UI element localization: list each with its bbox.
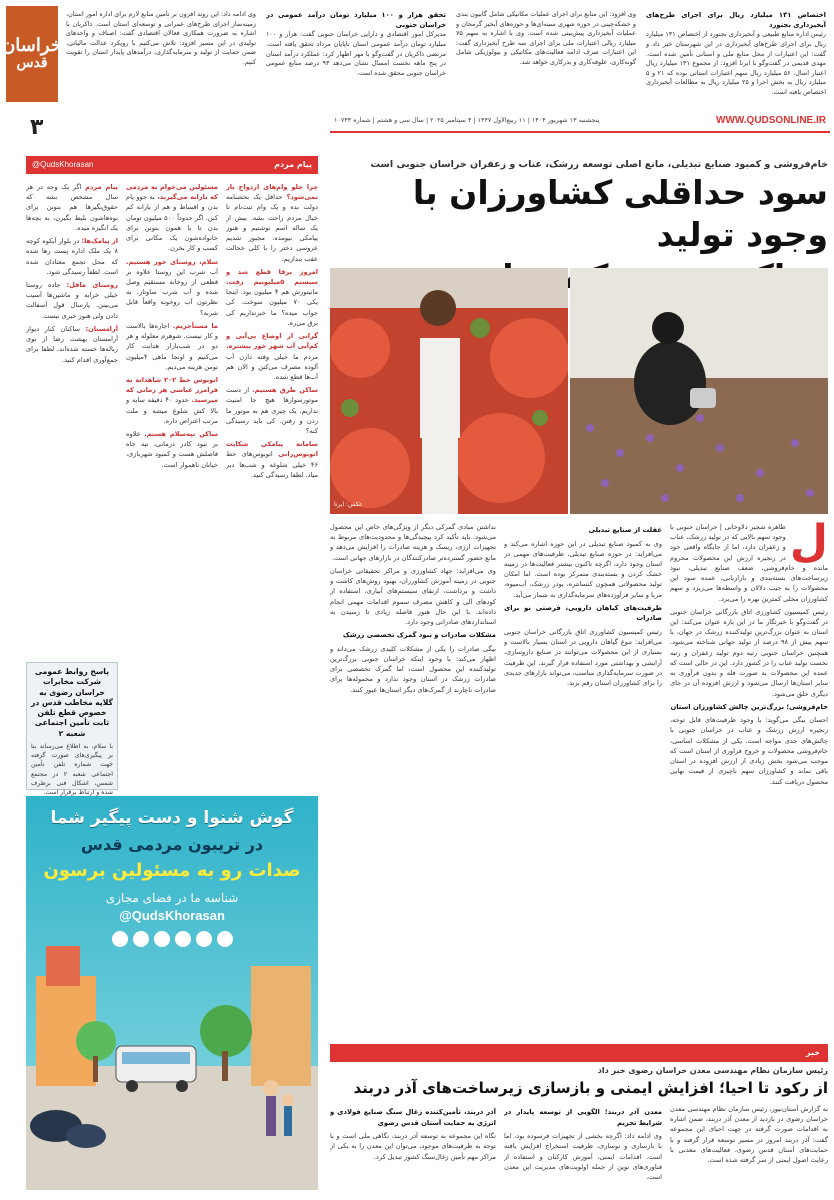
article-kicker: خام‌فروشی و کمبود صنایع تبدیلی، مانع اصلی توسعه زرشک، عناب و زعفران خراسان جنوبی است — [370, 159, 828, 170]
top-news-body: مدیرکل امور اقتصادی و دارایی خراسان جنوبی گفت: هزار و ۱۰۰ میلیارد تومان درآمد عمومی استان تاپایان مرداد تحقق یافته است. مرتضی ذاکریان در گفت‌وگو با مهر اظهار کرد: عملکرد درآمد استان در پنج ماهه نخست امسال نشان می‌دهد ۹۳ درصد منابع عمومی خراسان جنوبی محقق شده است. — [266, 30, 446, 77]
article-subheading: غفلت از صنایع تبدیلی — [588, 526, 662, 534]
news-paragraph: به گزارش آستان‌نیوز، رئیس سازمان نظام مهندسی معدن خراسان رضوی در بازدید از معدن آذر دربند، ضمن اشاره به اقدامات صورت گرفته در جهت احیای این مجموعه گفت: آذر دربند امروز در مسیر توسعه قرار گرفته و با حمایت‌های آستان قدس رضوی، فعالیت‌های معدنی با رعایت اصول ایمنی از سر گرفته شده است. — [670, 1105, 828, 1165]
saffron-harvest-photo — [570, 268, 828, 514]
message-answer: علاوه بر نبود کادر درمانی، تپه جاه فاصلش هست و کمبود شهربازی، خیابان ناهموار است. — [126, 430, 218, 469]
top-news-body: رئیس اداره منابع طبیعی و آبخیزداری بجنورد از اختصاص ۱۳۱ میلیارد ریال برای اجرای طرح‌های آبخیزداری در این شهرستان خبر داد و گفت: این اعتبارات از محل منابع ملی و استانی تأمین شده است. مهدی قدیمی در گفت‌وگو با ایرنا افزود: از مجموع ۱۳۱ میلیارد ریال اعتبار اسال، ۵۶ میلیارد ریال سهم اعتبارات استانی بوده که ۲۱ و ۵ میلیارد ریال به بخش اجرا و ۲۵ میلیارد ریال به مطالعات آبخیزداری اختصاص یافته است. — [646, 30, 826, 97]
message-answer: جاده روستا خیلی خرابه و ماشین‌ها آسیب می‌بینن. پارسال قول آسفالت دادن ولی هنوز خبری نیست. — [26, 280, 118, 320]
message-answer: مانیتورش هم ۴ میلیون بود. اینجا یکی ۷۰ میلیون سوخت. کی جواب میده؟ ما خبرنداریم کی برق می‌ره. — [226, 288, 318, 327]
article-column-2 — [504, 522, 662, 1044]
poster-line-3: صدات رو به مسئولین برسون — [43, 859, 301, 881]
news-section-label: خبر — [805, 1048, 820, 1058]
article-paragraph: بیگی صادرات را یکی از مشکلات کلیدی زرشک می‌داند و اظهار می‌کند: با وجود اینکه خراسان جنوبی بزرگ‌ترین تولیدکننده این محصول است، اما گمرک تخصصی برای صادرات زرشک در استان وجود ندارد و محموله‌ها برای صادرات ناچارند از گمرک‌های دیگر استان‌ها عبور کنند. — [330, 644, 496, 694]
telegram-icon[interactable] — [217, 931, 233, 947]
news-subheading: آذر دربند، تأمین‌کننده زغال سنگ صنایع فولادی و انرژی به حمایت آستان قدس رضوی — [330, 1108, 496, 1127]
message-question: ساکن تپه‌سلام هستم. — [144, 430, 218, 439]
poster-line-1: گوش شنوا و دست پیگیر شما — [50, 808, 294, 828]
news-column-3 — [330, 1104, 496, 1194]
soroush-icon[interactable] — [112, 931, 128, 947]
message-question: امروز برقا قطع شد و سیستم ۵میلیونیم رفت. — [226, 267, 318, 286]
top-news-column-1 — [646, 10, 826, 102]
top-news-column-4 — [66, 10, 256, 102]
article-subheading: مشکلات صادرات و نبود گمرک تخصصی زرشک — [342, 631, 496, 640]
message-answer: اجاره‌ها بالاست و کار نیست. شوهرم معلوله و هر دو در شب‌بازار هدایت کار می‌کنیم و اونجا ماهی ۴میلیون تومن هزینه می‌دیم. — [126, 321, 218, 371]
message-answer: ساکنان کنار دیوار آرامستان بهشت رضا از بوی زباله‌ها خسته شده‌اند. لطفا برای جمع‌آوری اقدام کنید. — [26, 324, 118, 364]
header-bar — [330, 111, 830, 133]
social-icons-row — [26, 931, 318, 947]
issue-date-line: پنجشنبه ۱۳ شهریور ۱۴۰۴ | ۱۱ ربیع‌الاول ۱۴۴۷ | ۴ سپتامبر ۲۰۲۵ | سال سی و هشتم | شماره ۱۰۷۳۳ — [334, 116, 600, 125]
message-question: ما مستأجریم. — [172, 321, 218, 330]
headline-line-1: سود حداقلی کشاورزان با وجود تولید — [412, 173, 828, 255]
message-answer: اتوبوس‌های خط ۴۶ خیلی شلوغه و شب‌ها دیر میاد. لطفا رسیدگی کنید. — [226, 450, 318, 479]
article-subheading: خام‌فروشی؛ بزرگ‌ترین چالش کشاورزان استان — [670, 702, 828, 711]
article-column-1 — [670, 522, 828, 1044]
message-item — [126, 321, 218, 372]
message-question: ساکن طرق هستیم. — [252, 386, 318, 395]
barberry-harvest-photo — [330, 268, 568, 514]
site-url-link[interactable]: WWW.QUDSONLINE.IR — [716, 114, 826, 126]
poster-handle[interactable]: @QudsKhorasan — [119, 908, 225, 924]
message-question: سامانه پیامکی شکایت اتوبوس‌رانی — [226, 440, 318, 459]
bale-icon[interactable] — [154, 931, 170, 947]
message-item — [26, 280, 118, 321]
telecom-reply-title: پاسخ روابط عمومی شرکت مخابرات خراسان رضوی به گلایه مخاطب قدس در خصوص قطع تلفن ثابت تأمین اجتماعی شعبه ۲ — [31, 667, 113, 738]
social-media-poster — [26, 796, 318, 1190]
article-intro: طاهره شجیر دلاوخانی | خراسان جنوبی با وجود سهم بالایی که در تولید زرشک، عناب و زعفران دارد، اما از جایگاه واقعی خود در زنجیره ارزش این محصولات محروم مانده و خام‌فروشی، ضعف صنایع تبدیلی، نبود زیرساخت‌های بسته‌بندی و بازاریابی، عمده سود این محصولات را به جیب دلالان و واسطه‌ها می‌ریزد و سهم کشاورزان محلی کمترین بهره را می‌برد. — [670, 523, 828, 603]
message-item — [226, 267, 318, 328]
news-column-1 — [670, 1104, 828, 1194]
message-answer: از دست موتورسوارها هیچ جا امنیت نداریم. یک چیزی هم به موتور ما زدن و رفتن. کی باید رسیدگی کنه؟ — [226, 386, 318, 436]
news-subheading: معدن آذر دربند؛ الگویی از توسعه پایدار در شرایط تحریم — [504, 1108, 662, 1127]
sidebar-title: پیام مردم — [274, 160, 312, 170]
news-paragraph: نگاه این مجموعه به توسعه آذر دربند، نگاهی ملی است و با توجه به ظرفیت‌های موجود، می‌توان این معدن را به یکی از مراکز مهم تأمین زغال‌سنگ کشور تبدیل کرد. — [330, 1132, 496, 1161]
message-question: از پیامک‌ها: — [81, 237, 118, 246]
message-answer: حداقل یک بخشنامه دولت بده و یک وام ثبت‌نام تا خیال مردم راحت بشه. بیش از یک ساله اسم نوشتیم و هنوز پیامکی نیومده. مجبور شدیم عروسی دختر را با کلی خجالت عقب بندازیم. — [226, 193, 318, 263]
message-item — [226, 182, 318, 264]
top-news-title: اختصاص ۱۳۱ میلیارد ریال برای اجرای طرح‌های آبخیزداری بجنورد — [646, 11, 826, 30]
article-paragraph: رئیس کمیسیون کشاورزی اتاق بازرگانی خراسان جنوبی می‌افزاید: تنوع گیاهان دارویی در استان بسیار بالاست و بسیاری از این محصولات می‌توانند در صنایع داروسازی، آرایشی و بهداشتی مورد استفاده قرار گیرند. این ظرفیت در صورت سرمایه‌گذاری مناسب، می‌تواند بازارهای جدیدی را برای کشاورزان استان رقم بزند. — [504, 627, 662, 687]
message-answer: حدود ۴۰ دقیقه سایه و بالا کش شلوغ میشه و ملت مرتب اعتراض داره. — [126, 396, 218, 425]
news-section-bar — [330, 1044, 828, 1062]
people-messages-sidebar — [26, 156, 318, 1190]
top-news-column-3 — [266, 10, 446, 102]
poster-line-2: در تریبون مردمی قدس — [80, 834, 264, 854]
message-item — [126, 375, 218, 426]
sidebar-handle: @QudsKhorasan — [32, 160, 94, 170]
message-answer: در بلوار آبکوه کوچه ۸ یک ملک اداره پست رها شده که محل تجمع معتادان شده است. لطفاً رسیدگی شود. — [26, 237, 118, 276]
sidebar-header — [26, 156, 318, 174]
article-paragraph: احسان بیگی می‌گوید: با وجود ظرفیت‌های قابل توجه، زنجیره ارزش زرشک و عناب در خراسان جنوبی با چالش‌های جدی مواجه است. یکی از مشکلات اساسی، خام‌فروشی محصولات و خروج فراوری از استان است که موجب می‌شود بخش زیادی از ارزش افزوده در استان باقی نماند و کشاورزان سهم ناچیزی از قیمت نهایی محصول دریافت کنند. — [670, 716, 828, 786]
message-item — [126, 182, 218, 254]
top-news-title: تحقق هزار و ۱۰۰ میلیارد تومان درآمد عمومی در خراسان جنوبی — [266, 11, 446, 30]
news-kicker: رئیس سازمان نظام مهندسی معدن خراسان رضوی خبر داد — [597, 1066, 828, 1075]
message-answer: آب شرب این روستا علاوه بر قطعی از روخانه مستقیم وصل شده و آب شرب ساوتار. به نظرتون آب روخونه واقعاً قابل شربه؟ — [126, 267, 218, 317]
message-item — [226, 439, 318, 480]
page-number: ۳ — [30, 115, 44, 140]
message-question: گرانی از اوضاع بی‌آبی و کم‌آبی آب شهر خور بیشتره. — [226, 332, 318, 351]
telecom-reply-text: با سلام، به اطلاع می‌رساند بنا بر پیگیری‌های صورت گرفته جهت شماره تلفن تأمین اجتماعی شعبه ۲ در مجتمع شمس، اشکال فنی برطرف شده و ارتباط برقرار است. — [31, 742, 113, 797]
instagram-icon[interactable] — [196, 931, 212, 947]
message-item — [126, 429, 218, 470]
article-subheading: ظرفیت‌های کیاهان دارویی، فرصتی نو برای صادرات — [504, 603, 662, 623]
article-column-3 — [330, 522, 496, 1044]
message-question: آرامستان: — [85, 324, 118, 333]
article-paragraph: وی به کمبود صنایع تبدیلی در این حوزه اشاره می‌کند و می‌افزاید: در حوزه صنایع تبدیلی، ظرفیت‌های مهمی در استان وجود دارد، اگرچه تاکنون بیشتر فعالیت‌ها در زمینه خشک کردن و بسته‌بندی متمرکز بوده است. اما امکان تولید محصولاتی همچون کنسانتره، پودر زرشک، آب‌میوه، مربا و سایر فرآورده‌های سرمایه‌گذاری به شمار می‌آید. — [504, 539, 662, 599]
poster-line-4: شناسه ما در فضای مجازی — [105, 890, 239, 905]
message-item — [26, 236, 118, 277]
drop-cap: ل — [789, 522, 828, 567]
message-question: روستای ماقل: — [66, 280, 118, 289]
top-news-strip — [0, 0, 834, 108]
message-answer: به جوو یام بدن و اقساط و هم از یارانه کم کنن. اگر حدوداً ۵۰۰ میلیون تومان بدن تا با همون بتونن برای خانواده‌شون یک مکانی برای کسب و کار بخرن. — [126, 193, 218, 253]
news-paragraph: وی ادامه داد: اگرچه بخشی از تجهیزات فرسوده بود، اما با بازسازی و نوسازی، ظرفیت استخراج افزایش یافته است. اقدامات ایمنی، آموزش کارکنان و استفاده از فناوری‌های نوین از جمله اولویت‌های مدیریت این معدن است. — [504, 1132, 662, 1181]
message-item — [226, 331, 318, 382]
logo-line-2: قدس — [16, 54, 48, 71]
message-item — [26, 324, 118, 365]
sidebar-column-3 — [26, 182, 118, 662]
logo-line-1: خراسان — [2, 34, 62, 56]
message-question: مسئولین می‌خوام به مردمی که بارانه می‌گیرند، — [126, 183, 218, 202]
message-question: اتوبوس خط ۲۰۲ شاهدانه به فرامرز عباسی هر زمانی که میرسید. — [126, 375, 218, 405]
telecom-reply-box — [26, 662, 118, 797]
message-item — [26, 182, 118, 233]
message-answer: اگر یک وجه در هر سال مشخص بشه که حقوق‌بگیرها هم بتونن برای نوه‌هاشون بلیط بگیرن، به بچه‌ها یک انگیزه میده. — [26, 183, 118, 232]
top-news-body: وی ادامه داد: این روند افزون بر تأمین منابع لازم برای اداره امور استان، زمینه‌ساز اجرای طرح‌های عمرانی و توسعه‌ای استان است. ذاکریان با اشاره به ضرورت همکاری فعالان اقتصادی گفت: اصناف و واحدهای تولیدی در این مسیر افزود: تلاش می‌کنیم با رویکرد عدالت مالیاتی، ضمن حمایت از تولید و سرمایه‌گذاری، درآمدهای پایدار استان را تقویت کنیم. — [66, 10, 256, 67]
message-question: پیام مردم — [85, 183, 118, 191]
message-item — [226, 385, 318, 436]
rubika-icon[interactable] — [133, 931, 149, 947]
top-news-column-2 — [456, 10, 636, 102]
news-column-2 — [504, 1104, 662, 1194]
message-item — [126, 257, 218, 318]
message-question: چرا جلو وام‌های ازدواج باز نمی‌شود؟ — [226, 183, 318, 202]
message-answer: مردم ما خیلی وقته دارن آب آلوده مصرف می‌کنن و الان هم آب‌ها قطع شده. — [226, 352, 318, 381]
article-paragraph: رئیس کمیسیون کشاورزی اتاق بازرگانی خراسان جنوبی در گفت‌وگو با خبرنگار ما در این باره عنوان می‌کند: این استان به عنوان بزرگ‌ترین تولیدکننده زرشک در جهان، با سهم بیش از ۹۸ درصد از تولید جهانی شناخته می‌شود. همچنین خراسان جنوبی رتبه دوم تولید زعفران و رتبه نخست تولید عناب را در کشور دارد. این در حالی است که عمده این محصولات به صورت فله و بدون فرآوری به سایر استان‌ها ارسال می‌شود و ارزش افزوده آن در جای دیگری خلق می‌شود. — [670, 607, 828, 698]
photo-credit: عکس: ایرنا — [334, 501, 363, 509]
message-question: سلام، روستای خور هستیم. — [126, 257, 218, 266]
top-news-body: وی افزود: این منابع برای اجرای عملیات مکانیکی شامل گابیون بندی و خشکه‌چینی در حوزه شهری سینه‌ای‌ها و حوزه‌های آبخیز گرمخان و عملیات آبخیزداری پیش‌بینی شده است. وی با اشاره به سهم ۷۵ میلیارد ریالی اعتبارات ملی برای اجرای سه طرح آبخیزداری گفت: این اعتبارات صرف ادامه فعالیت‌های مکانیکی و بیولوژیکی شامل گونه‌کاری، علوفه‌کاری و بذرکاری خواهد شد. — [456, 10, 636, 67]
article-paragraph: وی می‌افزاید: جهاد کشاورزی و مراکز تحقیقاتی خراسان جنوبی در زمینه آموزش کشاورزان، بهبود روش‌های کاشت و داشت و برداشت، ارتقای سیستم‌های آبیاری، استفاده از کودهای آلی و کاهش مصرف سموم اقدامات مهمی انجام داده‌اند. با این حال هنوز فاصله زیادی تا رسیدن به استانداردهای صادراتی وجود دارد. — [330, 566, 496, 626]
news-title: از رکود تا احیا؛ افزایش ایمنی و بازسازی زیرساخت‌های آذر دربند — [353, 1079, 828, 1097]
article-paragraph: نداشتن مبادی گمرکی دیگر از ویژگی‌های خاص این محصول می‌شود. باید تأکید کرد پیچیدگی‌ها و محدودیت‌های مربوط به تجهیزات ارزی، ریسک و هزینه صادرات را افزایش می‌دهد و مانع حضور گسترده‌تر صادرکنندگان در بازارهای جهانی است. — [330, 523, 496, 562]
newspaper-logo — [2, 6, 62, 102]
eitaa-icon[interactable] — [175, 931, 191, 947]
sidebar-column-2 — [126, 182, 218, 782]
